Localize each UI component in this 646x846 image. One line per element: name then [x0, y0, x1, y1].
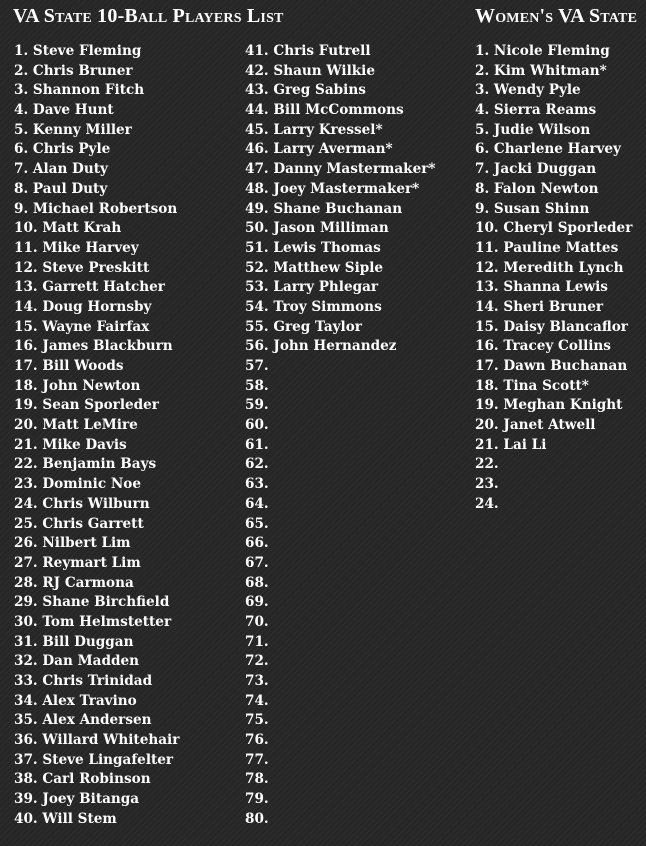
player-entry: 79. [245, 791, 269, 808]
player-entry: 78. [245, 771, 269, 788]
player-entry: 68. [245, 574, 269, 591]
player-entry: 19. Sean Sporleder [14, 397, 159, 414]
player-entry: 14. Doug Hornsby [14, 298, 152, 315]
player-entry: 12. Meredith Lynch [475, 259, 624, 276]
mens-players-column-2 [245, 42, 436, 830]
player-entry: 5. Kenny Miller [14, 121, 132, 138]
player-entry: 32. Dan Madden [14, 653, 139, 670]
player-entry: 14. Sheri Bruner [475, 298, 604, 315]
player-entry: 6. Charlene Harvey [475, 141, 621, 158]
player-entry: 45. Larry Kressel* [245, 121, 383, 138]
player-entry: 30. Tom Helmstetter [14, 613, 172, 630]
player-entry: 50. Jason Milliman [245, 220, 389, 237]
player-entry: 53. Larry Phlegar [245, 279, 379, 296]
mens-players-column-1 [14, 42, 179, 830]
player-entry: 43. Greg Sabins [245, 82, 366, 99]
player-entry: 24. [475, 495, 499, 512]
player-entry: 29. Shane Birchfield [14, 594, 170, 611]
player-entry: 77. [245, 751, 269, 768]
player-entry: 39. Joey Bitanga [14, 791, 140, 808]
player-entry: 44. Bill McCommons [245, 102, 404, 119]
player-entry: 36. Willard Whitehair [14, 732, 180, 749]
player-entry: 4. Dave Hunt [14, 102, 114, 119]
player-entry: 3. Wendy Pyle [475, 82, 581, 99]
player-entry: 67. [245, 554, 269, 571]
player-entry: 16. Tracey Collins [475, 338, 611, 355]
player-entry: 48. Joey Mastermaker* [245, 180, 420, 197]
player-entry: 20. Janet Atwell [475, 417, 596, 434]
player-entry: 70. [245, 613, 269, 630]
player-entry: 22. Benjamin Bays [14, 456, 157, 473]
player-entry: 8. Falon Newton [475, 180, 599, 197]
player-entry: 59. [245, 397, 269, 414]
player-entry: 60. [245, 417, 269, 434]
player-entry: 3. Shannon Fitch [14, 82, 145, 99]
player-entry: 23. [475, 476, 499, 493]
player-entry: 25. Chris Garrett [14, 515, 144, 532]
player-entry: 73. [245, 673, 269, 689]
player-entry: 24. Chris Wilburn [14, 495, 150, 512]
player-entry: 21. Mike Davis [14, 436, 127, 453]
player-entry: 56. John Hernandez [245, 338, 397, 355]
player-entry: 13. Shanna Lewis [475, 279, 608, 296]
player-entry: 75. [245, 712, 269, 729]
player-entry: 2. Chris Bruner [14, 62, 133, 79]
player-entry: 34. Alex Travino [14, 692, 137, 709]
player-entry: 69. [245, 594, 269, 611]
player-entry: 4. Sierra Reams [475, 102, 597, 119]
player-entry: 18. John Newton [14, 377, 141, 394]
player-entry: 65. [245, 515, 269, 532]
player-entry: 52. Matthew Siple [245, 259, 384, 276]
player-entry: 64. [245, 495, 269, 512]
player-entry: 8. Paul Duty [14, 180, 108, 197]
player-entry: 23. Dominic Noe [14, 476, 141, 493]
player-entry: 27. Reymart Lim [14, 554, 141, 571]
player-entry: 49. Shane Buchanan [245, 200, 403, 217]
player-entry: 58. [245, 377, 269, 394]
player-entry: 35. Alex Andersen [14, 712, 152, 729]
player-entry: 71. [245, 633, 269, 650]
player-entry: 54. Troy Simmons [245, 298, 382, 315]
player-entry: 46. Larry Averman* [245, 141, 393, 158]
player-entry: 47. Danny Mastermaker* [245, 161, 436, 178]
player-entry: 1. Nicole Fleming [475, 43, 610, 59]
player-entry: 41. Chris Futrell [245, 43, 371, 59]
player-entry: 28. RJ Carmona [14, 574, 134, 591]
player-entry: 11. Mike Harvey [14, 239, 139, 256]
player-entry: 9. Susan Shinn [475, 200, 590, 217]
player-entry: 5. Judie Wilson [475, 121, 591, 138]
player-entry: 19. Meghan Knight [475, 397, 623, 414]
player-entry: 16. James Blackburn [14, 338, 173, 355]
player-entry: 17. Bill Woods [14, 358, 124, 374]
player-entry: 31. Bill Duggan [14, 633, 134, 650]
player-entry: 10. Cheryl Sporleder [475, 220, 633, 237]
player-entry: 17. Dawn Buchanan [475, 358, 628, 374]
player-entry: 76. [245, 732, 269, 749]
player-entry: 51. Lewis Thomas [245, 239, 381, 256]
player-entry: 66. [245, 535, 269, 552]
player-entry: 26. Nilbert Lim [14, 535, 131, 552]
player-entry: 6. Chris Pyle [14, 141, 111, 158]
player-entry: 10. Matt Krah [14, 220, 122, 237]
player-entry: 2. Kim Whitman* [475, 62, 607, 79]
player-entry: 22. [475, 456, 499, 473]
player-entry: 61. [245, 436, 269, 453]
player-entry: 33. Chris Trinidad [14, 673, 153, 689]
player-entry: 38. Carl Robinson [14, 771, 151, 788]
player-entry: 37. Steve Lingafelter [14, 751, 174, 768]
womens-players-column [475, 42, 632, 515]
player-entry: 80. [245, 810, 269, 827]
player-entry: 72. [245, 653, 269, 670]
mens-list-title: VA State 10-Ball Players List [13, 5, 284, 27]
player-entry: 9. Michael Robertson [14, 200, 178, 217]
player-entry: 1. Steve Fleming [14, 43, 142, 59]
player-entry: 62. [245, 456, 269, 473]
player-entry: 57. [245, 358, 269, 374]
player-entry: 15. Wayne Fairfax [14, 318, 150, 335]
player-entry: 55. Greg Taylor [245, 318, 362, 335]
player-entry: 7. Jacki Duggan [475, 161, 597, 178]
player-entry: 13. Garrett Hatcher [14, 279, 165, 296]
player-entry: 63. [245, 476, 269, 493]
player-entry: 21. Lai Li [475, 436, 547, 453]
player-entry: 42. Shaun Wilkie [245, 62, 375, 79]
player-entry: 11. Pauline Mattes [475, 239, 619, 256]
player-entry: 74. [245, 692, 269, 709]
player-entry: 12. Steve Preskitt [14, 259, 150, 276]
womens-list-title: Women's VA State [475, 5, 638, 27]
player-entry: 15. Daisy Blancaflor [475, 318, 628, 335]
player-entry: 7. Alan Duty [14, 161, 108, 178]
player-entry: 18. Tina Scott* [475, 377, 589, 394]
player-entry: 40. Will Stem [14, 810, 117, 827]
player-entry: 20. Matt LeMire [14, 417, 138, 434]
